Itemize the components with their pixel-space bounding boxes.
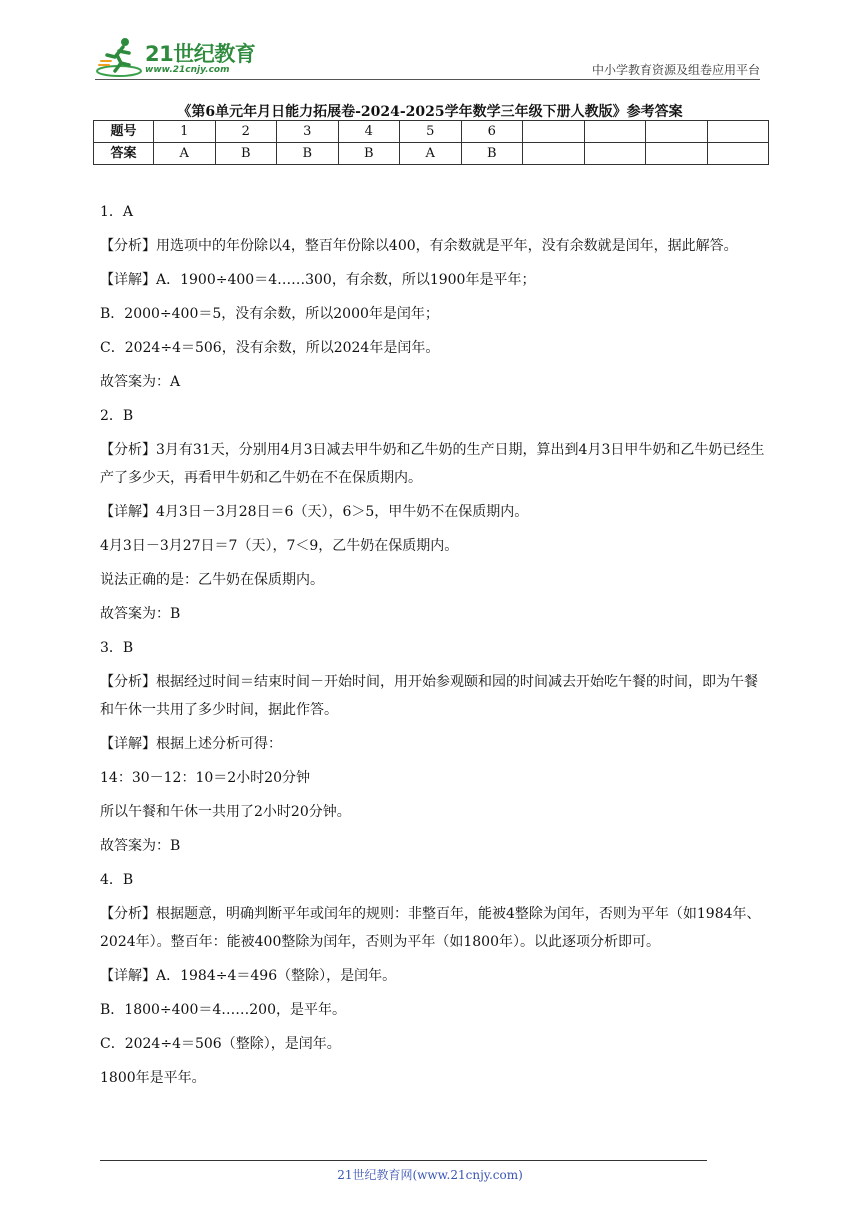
table-cell xyxy=(584,143,646,165)
detail-text: B．1800÷400＝4……200，是平年。 xyxy=(100,1002,346,1018)
detail-text: 14：30－12：10＝2小时20分钟 xyxy=(100,770,310,786)
detail-text: 【详解】A．1900÷400＝4……300，有余数，所以1900年是平年； xyxy=(100,272,536,288)
detail-text: 说法正确的是：乙牛奶在保质期内。 xyxy=(100,572,324,588)
detail-text: 【详解】4月3日－3月28日＝6（天），6＞5，甲牛奶不在保质期内。 xyxy=(100,504,529,520)
detail-text: B．2000÷400＝5，没有余数，所以2000年是闰年； xyxy=(100,306,439,322)
question-number: 2．B xyxy=(100,408,134,424)
table-cell: B xyxy=(461,143,523,165)
final-answer: 故答案为：B xyxy=(100,606,181,622)
table-cell: B xyxy=(338,143,400,165)
table-cell: 4 xyxy=(338,121,400,143)
detail-text: 【详解】根据上述分析可得： xyxy=(100,736,282,752)
footer-divider xyxy=(100,1160,707,1161)
page-header xyxy=(95,35,760,79)
detail-text: C．2024÷4＝506（整除），是闰年。 xyxy=(100,1036,341,1052)
platform-name: 中小学教育资源及组卷应用平台 xyxy=(591,63,760,77)
table-cell: 2 xyxy=(215,121,277,143)
row-label: 答案 xyxy=(94,143,154,165)
runner-logo-icon xyxy=(95,35,143,79)
header-divider xyxy=(95,79,760,80)
final-answer: 故答案为：A xyxy=(100,374,181,390)
table-cell xyxy=(646,121,708,143)
table-cell xyxy=(584,121,646,143)
table-cell: B xyxy=(277,143,339,165)
document-title: 《第6单元年月日能力拓展卷-2024-2025学年数学三年级下册人教版》参考答案 xyxy=(177,104,683,120)
table-row-numbers xyxy=(94,121,769,143)
table-cell: 5 xyxy=(400,121,462,143)
detail-text: 【详解】A．1984÷4＝496（整除），是闰年。 xyxy=(100,968,397,984)
table-row-answers xyxy=(94,143,769,165)
logo-text: 21世纪教育 xyxy=(145,42,256,66)
table-cell xyxy=(707,143,769,165)
analysis-text: 【分析】根据题意，明确判断平年或闰年的规则：非整百年，能被4整除为闰年，否则为平年（如1984年、2024年）。整百年：能被400整除为闰年，否则为平年（如1800年）。以此逐项分析即可。 xyxy=(100,906,761,950)
table-cell: 1 xyxy=(154,121,216,143)
logo-url: www.21cnjy.com xyxy=(145,65,230,75)
analysis-text: 【分析】3月有31天，分别用4月3日减去甲牛奶和乙牛奶的生产日期，算出到4月3日甲牛奶和乙牛奶已经生产了多少天，再看甲牛奶和乙牛奶在不在保质期内。 xyxy=(100,442,765,486)
table-cell: A xyxy=(154,143,216,165)
detail-text: C．2024÷4＝506，没有余数，所以2024年是闰年。 xyxy=(100,340,440,356)
table-cell xyxy=(523,143,585,165)
question-number: 4．B xyxy=(100,872,134,888)
table-cell xyxy=(523,121,585,143)
answer-table xyxy=(93,120,769,165)
table-cell: B xyxy=(215,143,277,165)
answer-explanations xyxy=(100,195,765,1095)
final-answer: 故答案为：B xyxy=(100,838,181,854)
table-cell: 6 xyxy=(461,121,523,143)
table-cell xyxy=(707,121,769,143)
detail-text: 1800年是平年。 xyxy=(100,1070,206,1086)
question-number: 1．A xyxy=(100,204,134,220)
table-cell xyxy=(646,143,708,165)
table-cell: 3 xyxy=(277,121,339,143)
logo xyxy=(95,35,265,79)
question-number: 3．B xyxy=(100,640,134,656)
detail-text: 4月3日－3月27日＝7（天），7＜9，乙牛奶在保质期内。 xyxy=(100,538,459,554)
analysis-text: 【分析】用选项中的年份除以4，整百年份除以400，有余数就是平年，没有余数就是闰年，据此解答。 xyxy=(100,238,738,254)
table-cell: A xyxy=(400,143,462,165)
footer-site: 21世纪教育网(www.21cnjy.com) xyxy=(337,1168,523,1182)
detail-text: 所以午餐和午休一共用了2小时20分钟。 xyxy=(100,804,351,820)
analysis-text: 【分析】根据经过时间＝结束时间－开始时间，用开始参观颐和园的时间减去开始吃午餐的时间，即为午餐和午休一共用了多少时间，据此作答。 xyxy=(100,674,758,718)
row-label: 题号 xyxy=(94,121,154,143)
